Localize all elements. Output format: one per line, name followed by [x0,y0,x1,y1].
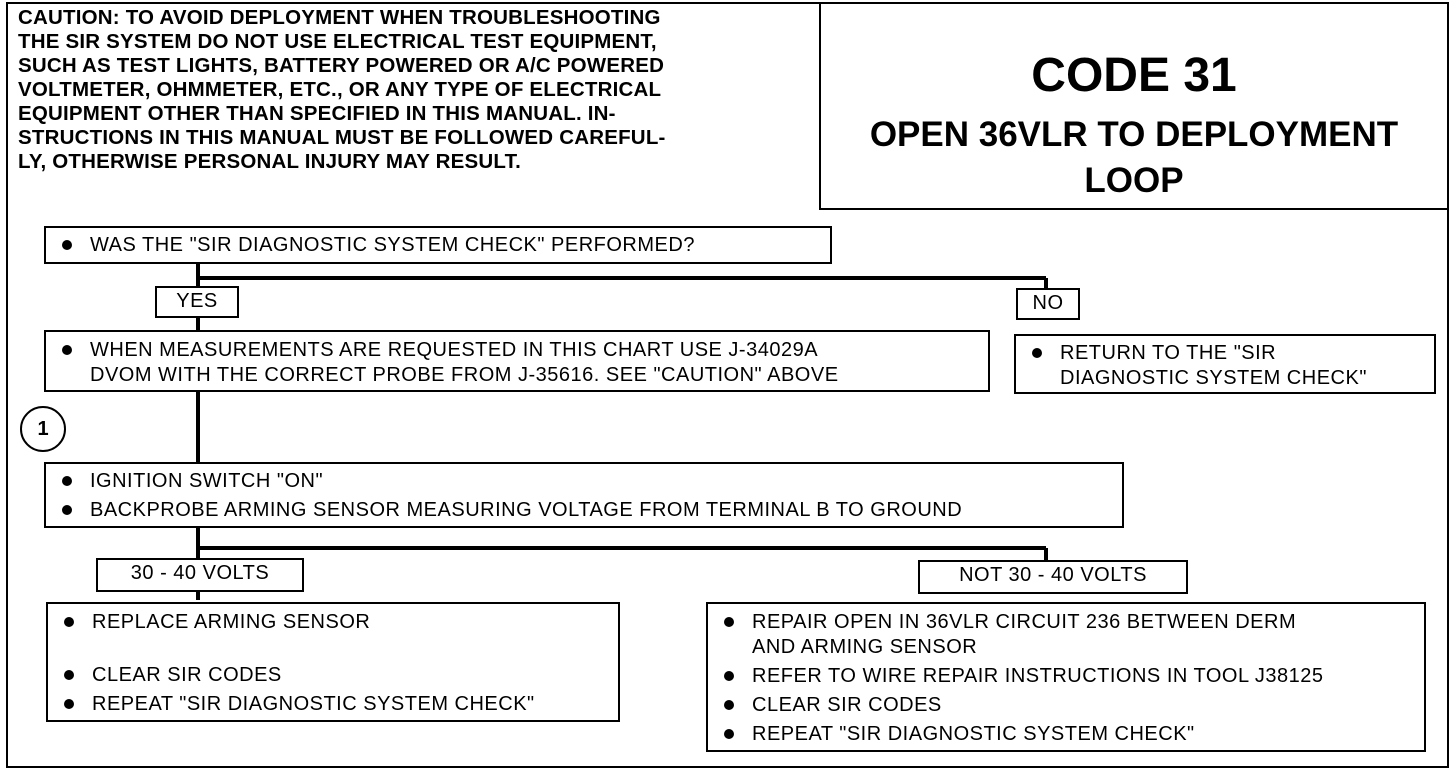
yes-result-box [44,330,990,392]
step1-item2-text: BACKPROBE ARMING SENSOR MEASURING VOLTAGE FROM TERMINAL B TO GROUND [90,499,963,521]
bullet-icon [62,240,72,250]
code-subtitle [820,112,1448,204]
right-result-item2-text: REFER TO WIRE REPAIR INSTRUCTIONS IN TOOL J38125 [752,665,1324,687]
left-result-item2 [48,635,618,688]
no-label: NO [1016,288,1080,320]
right-result-item1-line1: REPAIR OPEN IN 36VLR CIRCUIT 236 BETWEEN DERM [752,611,1297,633]
caution-line: LY, OTHERWISE PERSONAL INJURY MAY RESULT. [18,150,521,173]
step1-item1 [46,464,1122,494]
no-result-line1: RETURN TO THE "SIR [1060,342,1277,364]
right-result-item2 [708,660,1424,689]
caution-line: SUCH AS TEST LIGHTS, BATTERY POWERED OR A/C POWERED [18,54,665,77]
bullet-icon [64,699,74,709]
no-result-line2: DIAGNOSTIC SYSTEM CHECK" [1060,367,1367,389]
no-result-step [1016,336,1434,391]
bullet-icon [62,505,72,515]
question-box [44,226,832,264]
code-title: CODE 31 [1031,49,1237,102]
subtitle-line2: LOOP [1084,161,1184,200]
bullet-icon [724,617,734,627]
caution-line: STRUCTIONS IN THIS MANUAL MUST BE FOLLOWED CAREFUL- [18,126,666,149]
caution-line: CAUTION: TO AVOID DEPLOYMENT WHEN TROUBLESHOOTING [18,6,661,29]
step1-box [44,462,1124,528]
caution-line: EQUIPMENT OTHER THAN SPECIFIED IN THIS MANUAL. IN- [18,102,616,125]
step1-item2 [46,494,1122,523]
subtitle-line1: OPEN 36VLR TO DEPLOYMENT [869,115,1399,154]
caution-line: VOLTMETER, OHMMETER, ETC., OR ANY TYPE OF ELECTRICAL [18,78,662,101]
left-result-item3 [48,688,618,717]
right-result-box [706,602,1426,752]
volts-not-ok-label: NOT 30 - 40 VOLTS [918,560,1188,594]
yes-result-line1: WHEN MEASUREMENTS ARE REQUESTED IN THIS CHART USE J-34029A [90,339,819,361]
bullet-icon [724,729,734,739]
bullet-icon [724,671,734,681]
left-result-item2-text: CLEAR SIR CODES [92,664,282,686]
right-result-item4-text: REPEAT "SIR DIAGNOSTIC SYSTEM CHECK" [752,723,1195,745]
right-result-item4 [708,718,1424,747]
left-result-item1 [48,604,618,635]
bullet-icon [1032,348,1042,358]
bullet-icon [62,345,72,355]
caution-text [18,6,808,174]
question-text: WAS THE "SIR DIAGNOSTIC SYSTEM CHECK" PERFORMED? [90,234,695,256]
right-result-item3-text: CLEAR SIR CODES [752,694,942,716]
yes-result-line2: DVOM WITH THE CORRECT PROBE FROM J-35616. SEE "CAUTION" ABOVE [90,364,839,386]
bullet-icon [64,617,74,627]
volts-ok-label: 30 - 40 VOLTS [96,558,304,592]
question-step [46,228,830,258]
yes-label: YES [155,286,239,318]
right-result-item1 [708,604,1424,660]
bullet-icon [724,700,734,710]
bullet-icon [62,476,72,486]
step1-item1-text: IGNITION SWITCH "ON" [90,470,324,492]
left-result-item1-text: REPLACE ARMING SENSOR [92,611,371,633]
right-result-item3 [708,689,1424,718]
left-result-item3-text: REPEAT "SIR DIAGNOSTIC SYSTEM CHECK" [92,693,535,715]
bullet-icon [64,670,74,680]
caution-line: THE SIR SYSTEM DO NOT USE ELECTRICAL TEST EQUIPMENT, [18,30,657,53]
step-marker: 1 [20,406,66,452]
yes-result-step [46,332,988,388]
right-result-item1-line2: AND ARMING SENSOR [752,636,978,658]
left-result-box [46,602,620,722]
no-result-box [1014,334,1436,394]
